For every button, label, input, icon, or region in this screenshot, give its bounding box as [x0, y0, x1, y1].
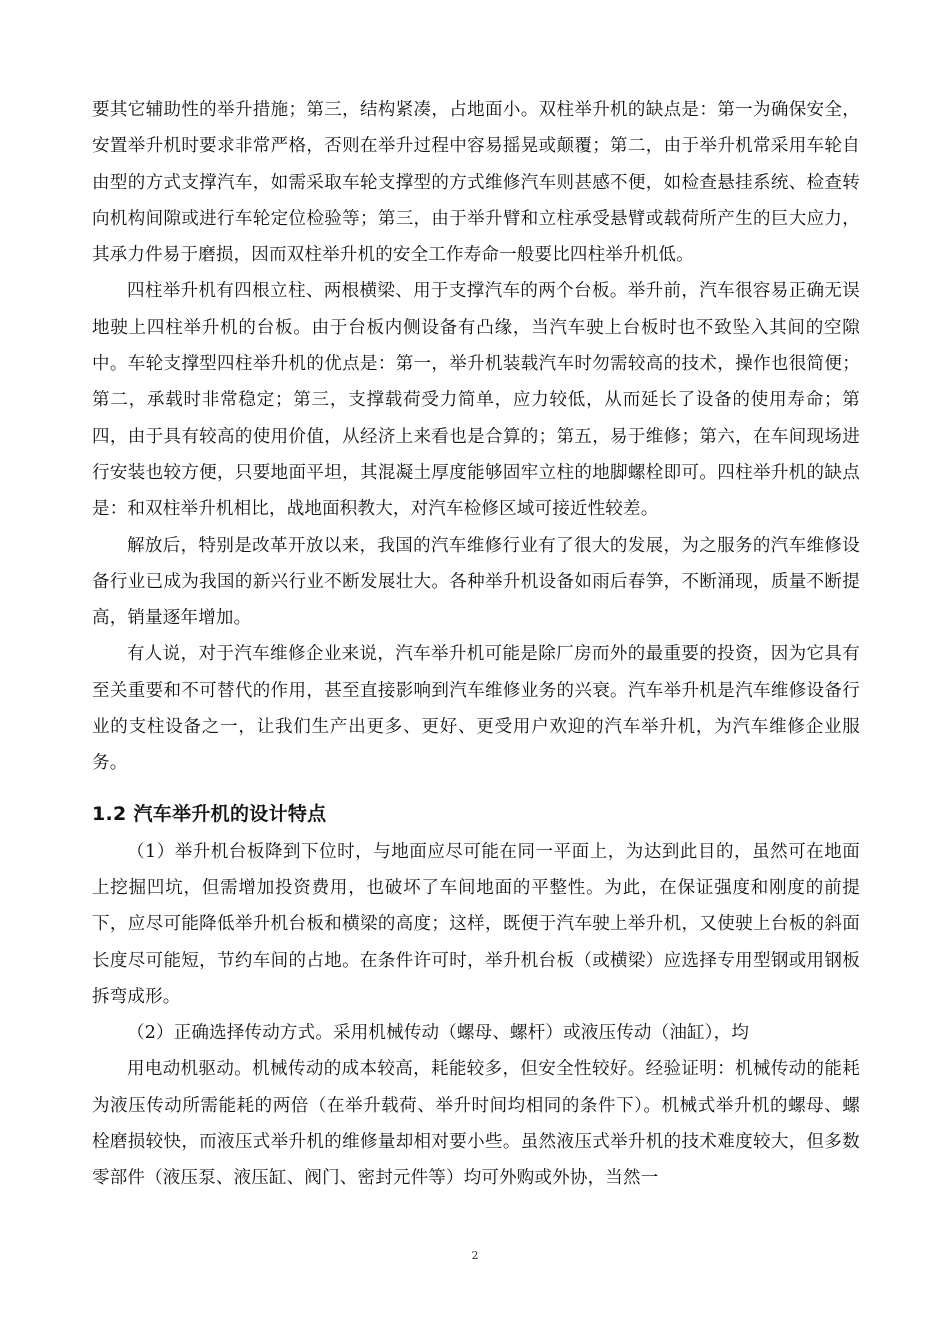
design-item-2-continuation: 用电动机驱动。机械传动的成本较高，耗能较多，但安全性较好。经验证明：机械传动的能耗为液压传动所需能耗的两倍（在举升载荷、举升时间均相同的条件下）。机械式举升机的螺母、螺栓磨损较快，而液压式举升机的维修量却相对要小些。虽然液压式举升机的技术难度较大，但多数零部件（液压泵、液压缸、阀门、密封元件等）均可外购或外协，当然一: [92, 1059, 860, 1189]
design-item-1: （1）举升机台板降到下位时，与地面应尽可能在同一平面上，为达到此目的，虽然可在地面上挖掘凹坑，但需增加投资费用，也破坏了车间地面的平整性。为此，在保证强度和刚度的前提下，应尽可能降低举升机台板和横梁的高度；这样，既便于汽车驶上举升机，又使驶上台板的斜面长度尽可能短，节约车间的占地。在条件许可时，举升机台板（或横梁）应选择专用型钢或用钢板拆弯成形。: [92, 841, 860, 1007]
design-item-2-first-line: （2）正确选择传动方式。采用机械传动（螺母、螺杆）或液压传动（油缸），均: [127, 1023, 750, 1044]
paragraph-double-column-drawbacks: 要其它辅助性的举升措施；第三，结构紧凑，占地面小。双柱举升机的缺点是：第一为确保安全，安置举升机时要求非常严格，否则在举升过程中容易摇晃或颠覆；第二，由于举升机常采用车轮自由型的方式支撑汽车，如需采取车轮支撑型的方式维修汽车则甚感不便，如检查悬挂系统、检查转向机构间隙或进行车轮定位检验等；第三，由于举升臂和立柱承受悬臂或载荷所产生的巨大应力，其承力件易于磨损，因而双柱举升机的安全工作寿命一般要比四柱举升机低。: [92, 100, 860, 266]
paragraph-lift-importance: 有人说，对于汽车维修企业来说，汽车举升机可能是除厂房而外的最重要的投资，因为它具有至关重要和不可替代的作用，甚至直接影响到汽车维修业务的兴衰。汽车举升机是汽车维修设备行业的支柱设备之一，让我们生产出更多、更好、更受用户欢迎的汽车举升机，为汽车维修企业服务。: [92, 644, 860, 774]
page-number: 2: [471, 1249, 479, 1262]
section-heading: 1.2 汽车举升机的设计特点: [92, 802, 327, 825]
paragraph-industry-development: 解放后，特别是改革开放以来，我国的汽车维修行业有了很大的发展，为之服务的汽车维修设备行业已成为我国的新兴行业不断发展壮大。各种举升机设备如雨后春笋，不断涌现，质量不断提高，销量逐年增加。: [92, 535, 860, 629]
paragraph-four-column-lift: 四柱举升机有四根立柱、两根横梁、用于支撑汽车的两个台板。举升前，汽车很容易正确无误地驶上四柱举升机的台板。由于台板内侧设备有凸缘，当汽车驶上台板时也不致坠入其间的空隙中。车轮支撑型四柱举升机的优点是：第一，举升机装载汽车时勿需较高的技术，操作也很简便；第二，承载时非常稳定；第三，支撑载荷受力简单，应力较低，从而延长了设备的使用寿命；第四，由于具有较高的使用价值，从经济上来看也是合算的；第五，易于维修；第六，在车间现场进行安装也较方便，只要地面平坦，其混凝土厚度能够固牢立柱的地脚螺栓即可。四柱举升机的缺点是：和双柱举升机相比，战地面积教大，对汽车检修区域可接近性较差。: [92, 281, 860, 520]
page-body: [92, 92, 860, 1197]
